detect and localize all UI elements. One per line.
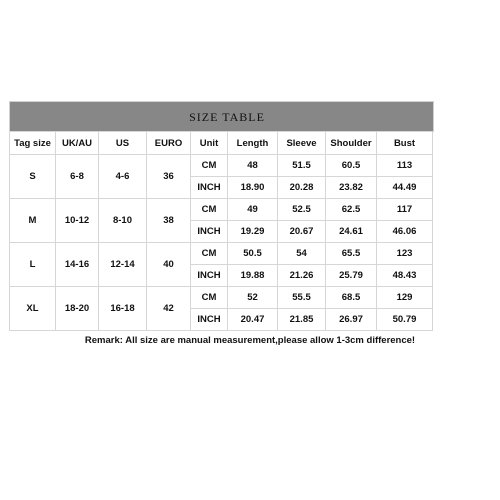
header-row [10, 132, 433, 155]
header-bust: Bust [377, 132, 433, 155]
header-tag-size: Tag size [10, 132, 56, 155]
euro-cell: 42 [147, 287, 191, 331]
shoulder-cell: 23.82 [326, 177, 377, 199]
sleeve-cell: 20.28 [278, 177, 326, 199]
shoulder-cell: 62.5 [326, 199, 377, 221]
length-cell: 19.29 [228, 221, 278, 243]
bust-cell: 46.06 [377, 221, 433, 243]
uk-au-cell: 14-16 [56, 243, 99, 287]
sleeve-cell: 21.85 [278, 309, 326, 331]
table-row [10, 199, 433, 221]
us-cell: 8-10 [99, 199, 147, 243]
unit-cell: INCH [191, 265, 228, 287]
table-row [10, 243, 433, 265]
bust-cell: 48.43 [377, 265, 433, 287]
length-cell: 20.47 [228, 309, 278, 331]
unit-cell: CM [191, 243, 228, 265]
bust-cell: 123 [377, 243, 433, 265]
header-us: US [99, 132, 147, 155]
sleeve-cell: 21.26 [278, 265, 326, 287]
bust-cell: 44.49 [377, 177, 433, 199]
unit-cell: INCH [191, 177, 228, 199]
length-cell: 49 [228, 199, 278, 221]
unit-cell: CM [191, 199, 228, 221]
size-table-banner [9, 101, 434, 132]
sleeve-cell: 52.5 [278, 199, 326, 221]
header-sleeve: Sleeve [278, 132, 326, 155]
bust-cell: 113 [377, 155, 433, 177]
shoulder-cell: 65.5 [326, 243, 377, 265]
header-unit: Unit [191, 132, 228, 155]
remark-note: Remark: All size are manual measurement,please allow 1-3cm difference! [84, 335, 416, 346]
tag-size-cell: S [10, 155, 56, 199]
euro-cell: 38 [147, 199, 191, 243]
length-cell: 50.5 [228, 243, 278, 265]
table-row [10, 287, 433, 309]
sleeve-cell: 20.67 [278, 221, 326, 243]
sleeve-cell: 51.5 [278, 155, 326, 177]
header-shoulder: Shoulder [326, 132, 377, 155]
us-cell: 12-14 [99, 243, 147, 287]
size-table [9, 131, 433, 331]
bust-cell: 50.79 [377, 309, 433, 331]
tag-size-cell: M [10, 199, 56, 243]
shoulder-cell: 60.5 [326, 155, 377, 177]
euro-cell: 36 [147, 155, 191, 199]
size-table-title: SIZE TABLE [189, 110, 265, 124]
unit-cell: INCH [191, 221, 228, 243]
unit-cell: INCH [191, 309, 228, 331]
header-euro: EURO [147, 132, 191, 155]
uk-au-cell: 6-8 [56, 155, 99, 199]
shoulder-cell: 25.79 [326, 265, 377, 287]
length-cell: 18.90 [228, 177, 278, 199]
length-cell: 19.88 [228, 265, 278, 287]
us-cell: 4-6 [99, 155, 147, 199]
sleeve-cell: 54 [278, 243, 326, 265]
euro-cell: 40 [147, 243, 191, 287]
length-cell: 52 [228, 287, 278, 309]
header-uk-au: UK/AU [56, 132, 99, 155]
length-cell: 48 [228, 155, 278, 177]
table-row [10, 155, 433, 177]
us-cell: 16-18 [99, 287, 147, 331]
shoulder-cell: 68.5 [326, 287, 377, 309]
tag-size-cell: XL [10, 287, 56, 331]
tag-size-cell: L [10, 243, 56, 287]
shoulder-cell: 24.61 [326, 221, 377, 243]
shoulder-cell: 26.97 [326, 309, 377, 331]
bust-cell: 129 [377, 287, 433, 309]
unit-cell: CM [191, 287, 228, 309]
unit-cell: CM [191, 155, 228, 177]
uk-au-cell: 18-20 [56, 287, 99, 331]
sleeve-cell: 55.5 [278, 287, 326, 309]
uk-au-cell: 10-12 [56, 199, 99, 243]
header-length: Length [228, 132, 278, 155]
bust-cell: 117 [377, 199, 433, 221]
